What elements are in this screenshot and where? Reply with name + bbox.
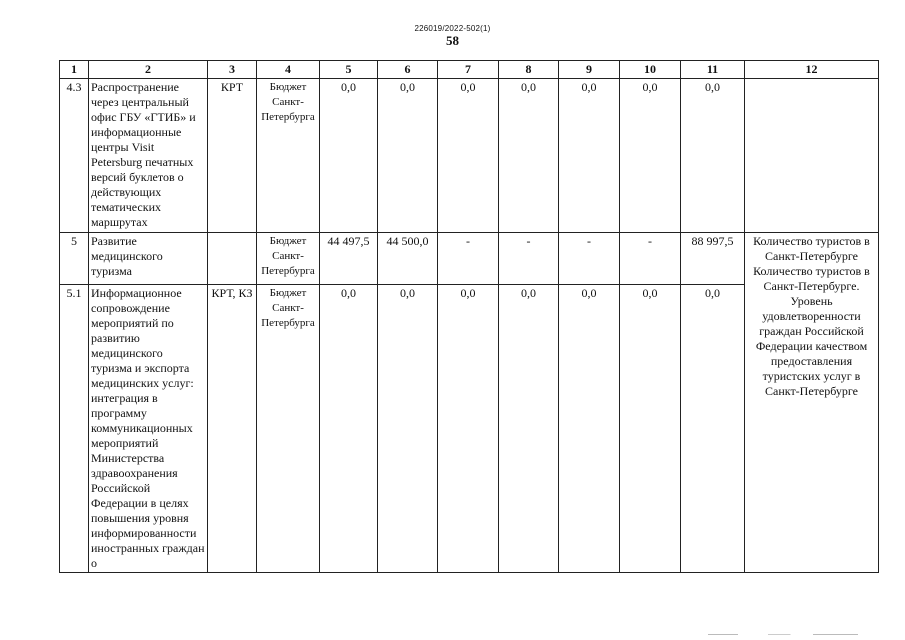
col-header-9: 9: [559, 61, 620, 79]
executor: КРТ, КЗ: [208, 285, 257, 573]
amount-col8: 0,0: [499, 285, 559, 573]
col-header-5: 5: [320, 61, 378, 79]
funding-source: [257, 285, 320, 573]
row-number: 5: [60, 233, 89, 285]
col-header-3: 3: [208, 61, 257, 79]
col-header-12: 12: [745, 61, 879, 79]
col-header-10: 10: [620, 61, 681, 79]
funding-source-text: Бюджет Санкт-Петербурга: [261, 235, 315, 277]
amount-col7: -: [438, 233, 499, 285]
table-row: [60, 233, 879, 285]
amount-col9: 0,0: [559, 285, 620, 573]
col-header-2: 2: [89, 61, 208, 79]
row-number: 4.3: [60, 79, 89, 233]
funding-source: [257, 233, 320, 285]
row-number: 5.1: [60, 285, 89, 573]
amount-col11: 0,0: [681, 285, 745, 573]
amount-col9: 0,0: [559, 79, 620, 233]
col-header-1: 1: [60, 61, 89, 79]
activity-name: Информационное сопровождение мероприятий по развитию медицинского туризма и экспорта медицинских услуг: интеграция в программу коммуникационных мероприятий Министерства здравоохранения Российской Федерации в целях повышения уровня информированности иностранных граждан о: [89, 285, 208, 573]
amount-col11: 0,0: [681, 79, 745, 233]
amount-col6: 0,0: [378, 285, 438, 573]
executor: [208, 233, 257, 285]
amount-col5: 0,0: [320, 285, 378, 573]
document-id: 226019/2022-502(1): [414, 24, 491, 33]
col-header-6: 6: [378, 61, 438, 79]
col-header-11: 11: [681, 61, 745, 79]
amount-col6: 44 500,0: [378, 233, 438, 285]
page-number: 58: [446, 33, 459, 48]
indicator-cell: Количество туристов в Санкт-Петербурге Количество туристов в Санкт-Петербурге. Уровень удовлетворенности граждан Российской Федерации качеством предоставления туристских услуг в Санкт-Петербурге: [745, 233, 879, 573]
amount-col8: 0,0: [499, 79, 559, 233]
program-table: [59, 60, 879, 573]
activity-name: Развитие медицинского туризма: [89, 233, 208, 285]
funding-source-text: Бюджет Санкт-Петербурга: [261, 81, 315, 123]
executor: КРТ: [208, 79, 257, 233]
amount-col5: 0,0: [320, 79, 378, 233]
scan-artifact-line: [708, 634, 858, 635]
amount-col10: 0,0: [620, 79, 681, 233]
funding-source-text: Бюджет Санкт-Петербурга: [261, 287, 315, 329]
funding-source: [257, 79, 320, 233]
amount-col6: 0,0: [378, 79, 438, 233]
col-header-8: 8: [499, 61, 559, 79]
activity-name: Распространение через центральный офис ГБУ «ГТИБ» и информационные центры Visit Petersburg печатных версий буклетов о действующих тематических маршрутах: [89, 79, 208, 233]
table-row: [60, 79, 879, 233]
amount-col5: 44 497,5: [320, 233, 378, 285]
col-header-4: 4: [257, 61, 320, 79]
amount-col7: 0,0: [438, 79, 499, 233]
col-header-7: 7: [438, 61, 499, 79]
amount-col10: -: [620, 233, 681, 285]
amount-col7: 0,0: [438, 285, 499, 573]
indicator-cell-empty: [745, 79, 879, 233]
amount-col11: 88 997,5: [681, 233, 745, 285]
amount-col9: -: [559, 233, 620, 285]
amount-col8: -: [499, 233, 559, 285]
amount-col10: 0,0: [620, 285, 681, 573]
header-row: [60, 61, 879, 79]
